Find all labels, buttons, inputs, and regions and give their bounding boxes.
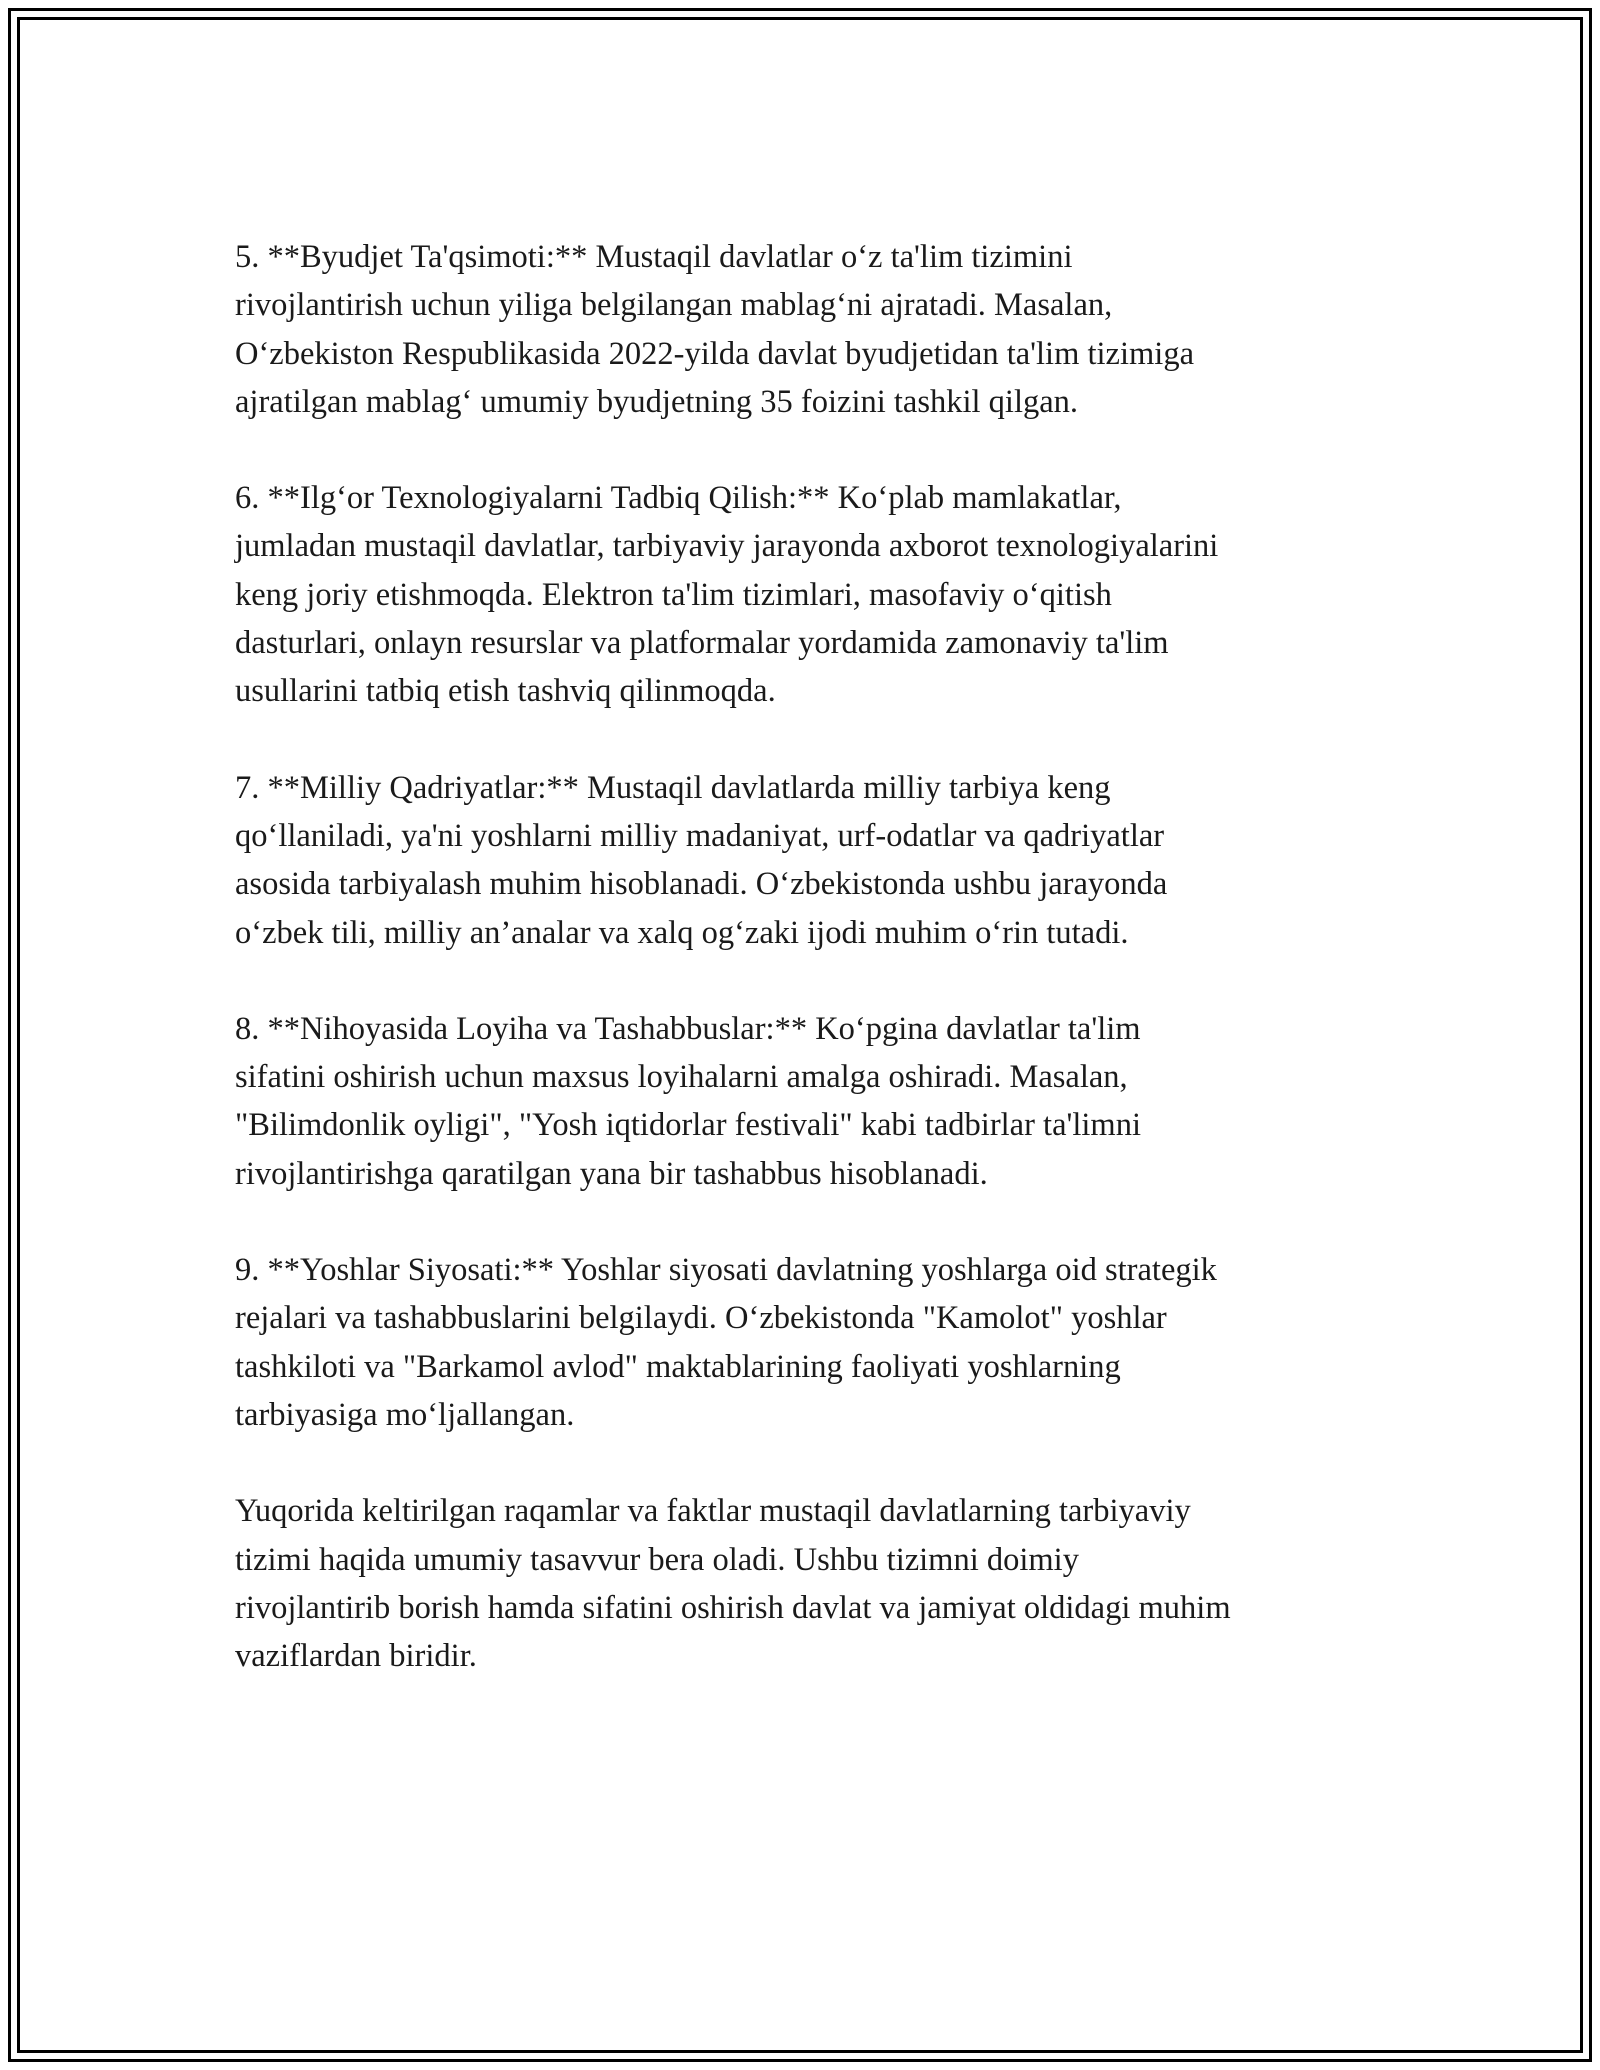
paragraph-yoshlar-siyosati: 9. **Yoshlar Siyosati:** Yoshlar siyosati davlatning yoshlarga oid strategik rejalari va tashabbuslarini belgilaydi. O‘zbekistonda "Kamolot" yoshlar tashkiloti va "Barkamol avlod" maktablarining faoliyati yoshlarning tarbiyasiga mo‘ljallangan. xyxy=(235,1252,1217,1433)
paragraph-byudjet-taqsimoti: 5. **Byudjet Ta'qsimoti:** Mustaqil davlatlar o‘z ta'lim tizimini rivojlantirish uchun yiliga belgilangan mablag‘ni ajratadi. Masalan, O‘zbekiston Respublikasida 2022-yilda davlat byudjetidan ta'lim tizimiga ajratilgan mablag‘ umumiy byudjetning 35 foizini tashkil qilgan. xyxy=(235,239,1194,420)
paragraph-ilgor-texnologiyalar: 6. **Ilg‘or Texnologiyalarni Tadbiq Qilish:** Ko‘plab mamlakatlar, jumladan mustaqil davlatlar, tarbiyaviy jarayonda axborot texnologiyalarini keng joriy etishmoqda. Elektron ta'lim tizimlari, masofaviy o‘qitish dasturlari, onlayn resurslar va platformalar yordamida zamonaviy ta'lim usullarini tatbiq etish tashviq qilinmoqda. xyxy=(235,480,1219,710)
paragraph-conclusion: Yuqorida keltirilgan raqamlar va faktlar mustaqil davlatlarning tarbiyaviy tizimi haqida umumiy tasavvur bera oladi. Ushbu tizimni doimiy rivojlantirib borish hamda sifatini oshirish davlat va jamiyat oldidagi muhim vaziflardan biridir. xyxy=(235,1493,1231,1675)
paragraph-milliy-qadriyatlar: 7. **Milliy Qadriyatlar:** Mustaqil davlatlarda milliy tarbiya keng qo‘llaniladi, ya'ni yoshlarni milliy madaniyat, urf-odatlar va qadriyatlar asosida tarbiyalash muhim hisoblanadi. O‘zbekistonda ushbu jarayonda o‘zbek tili, milliy an’analar va xalq og‘zaki ijodi muhim o‘rin tutadi. xyxy=(235,769,1168,951)
document-body xyxy=(235,233,1365,1680)
paragraph-loyiha-tashabbuslar: 8. **Nihoyasida Loyiha va Tashabbuslar:** Ko‘pgina davlatlar ta'lim sifatini oshirish uchun maxsus loyihalarni amalga oshiradi. Masalan, "Bilimdonlik oyligi", "Yosh iqtidorlar festivali" kabi tadbirlar ta'limni rivojlantirishga qaratilgan yana bir tashabbus hisoblanadi. xyxy=(235,1010,1141,1192)
